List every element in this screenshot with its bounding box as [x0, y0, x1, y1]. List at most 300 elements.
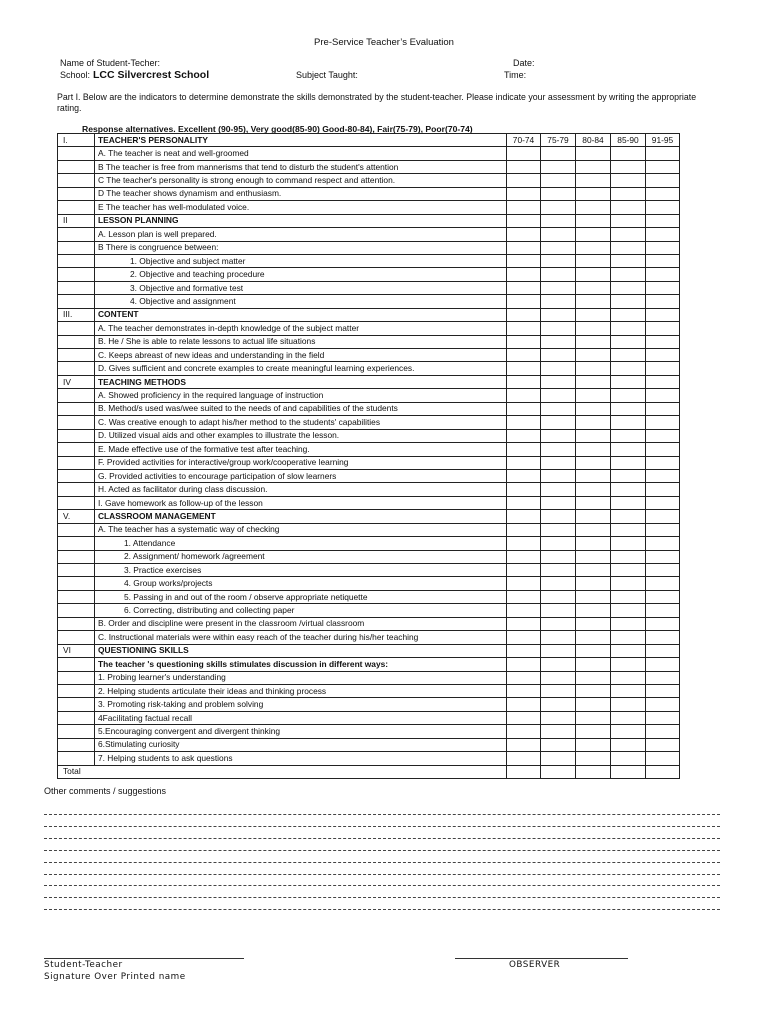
rating-cell[interactable]	[507, 617, 541, 630]
rating-cell[interactable]	[646, 523, 680, 536]
rating-cell[interactable]	[507, 429, 541, 442]
rating-cell[interactable]	[507, 174, 541, 187]
rating-cell[interactable]	[646, 684, 680, 697]
rating-cell[interactable]	[611, 658, 646, 671]
rating-cell[interactable]	[611, 604, 646, 617]
rating-cell[interactable]	[611, 214, 646, 227]
rating-cell[interactable]	[541, 711, 576, 724]
rating-cell[interactable]	[611, 308, 646, 321]
row-number	[58, 604, 95, 617]
comment-line[interactable]	[44, 838, 720, 839]
total-cell[interactable]	[611, 765, 646, 778]
rating-cell[interactable]	[611, 335, 646, 348]
rating-cell[interactable]	[611, 711, 646, 724]
rating-cell[interactable]	[646, 443, 680, 456]
student-teacher-label: Student-Teacher	[44, 960, 123, 970]
rating-cell[interactable]	[611, 456, 646, 469]
rating-cell[interactable]	[507, 375, 541, 388]
rating-cell[interactable]	[611, 295, 646, 308]
rating-cell[interactable]	[507, 523, 541, 536]
rating-cell[interactable]	[611, 469, 646, 482]
comment-line[interactable]	[44, 850, 720, 851]
row-number	[58, 281, 95, 294]
rating-cell[interactable]	[646, 201, 680, 214]
form-title: Pre-Service Teacher’s Evaluation	[314, 37, 454, 48]
rating-cell[interactable]	[541, 402, 576, 415]
indicator-row	[58, 631, 680, 644]
rating-cell[interactable]	[541, 469, 576, 482]
rating-cell[interactable]	[646, 241, 680, 254]
rating-cell[interactable]	[507, 295, 541, 308]
rating-cell[interactable]	[507, 241, 541, 254]
section-row	[58, 308, 680, 321]
rating-cell[interactable]	[646, 254, 680, 267]
rating-cell[interactable]	[646, 228, 680, 241]
rating-cell[interactable]	[576, 671, 611, 684]
rating-cell[interactable]	[646, 214, 680, 227]
rating-cell[interactable]	[611, 349, 646, 362]
rating-cell[interactable]	[611, 671, 646, 684]
indicator-row	[58, 537, 680, 550]
subject-taught-label: Subject Taught:	[296, 70, 358, 80]
indicator-text: I. Gave homework as follow-up of the lesson	[95, 496, 507, 509]
rating-cell[interactable]	[646, 483, 680, 496]
rating-cell[interactable]	[646, 496, 680, 509]
comments-label: Other comments / suggestions	[44, 786, 167, 796]
rating-cell[interactable]	[507, 537, 541, 550]
rating-cell[interactable]	[507, 577, 541, 590]
rating-cell[interactable]	[611, 725, 646, 738]
rating-cell[interactable]	[541, 564, 576, 577]
rating-cell[interactable]	[576, 725, 611, 738]
rating-cell[interactable]	[611, 684, 646, 697]
indicator-text: D. Utilized visual aids and other examples to illustrate the lesson.	[95, 429, 507, 442]
rating-cell[interactable]	[646, 281, 680, 294]
rating-cell[interactable]	[576, 335, 611, 348]
row-number	[58, 160, 95, 173]
observer-label: OBSERVER	[509, 960, 561, 970]
row-number	[58, 429, 95, 442]
indicator-text: C The teacher's personality is strong enough to command respect and attention.	[95, 174, 507, 187]
rating-cell[interactable]	[611, 187, 646, 200]
rating-cell[interactable]	[576, 711, 611, 724]
rating-cell[interactable]	[646, 644, 680, 657]
row-number: II	[58, 214, 95, 227]
rating-cell[interactable]	[541, 147, 576, 160]
rating-cell[interactable]	[611, 416, 646, 429]
rating-cell[interactable]	[576, 241, 611, 254]
rating-cell[interactable]	[611, 362, 646, 375]
rating-cell[interactable]	[646, 389, 680, 402]
rating-cell[interactable]	[507, 254, 541, 267]
rating-cell[interactable]	[507, 550, 541, 563]
rating-cell[interactable]	[541, 268, 576, 281]
rating-cell[interactable]	[576, 402, 611, 415]
indicator-text: B. Method/s used was/wee suited to the needs of and capabilities of the students	[95, 402, 507, 415]
rating-cell[interactable]	[646, 631, 680, 644]
rating-cell[interactable]	[646, 268, 680, 281]
rating-cell[interactable]	[541, 443, 576, 456]
rating-cell[interactable]	[576, 456, 611, 469]
rating-cell[interactable]	[646, 349, 680, 362]
indicator-row	[58, 322, 680, 335]
indicator-row	[58, 268, 680, 281]
rating-cell[interactable]	[646, 590, 680, 603]
rating-cell[interactable]	[541, 644, 576, 657]
rating-cell[interactable]	[576, 187, 611, 200]
indicator-row	[58, 617, 680, 630]
rating-cell[interactable]	[541, 254, 576, 267]
comment-line[interactable]	[44, 826, 720, 827]
rating-cell[interactable]	[541, 577, 576, 590]
rating-cell[interactable]	[507, 268, 541, 281]
rating-cell[interactable]	[646, 577, 680, 590]
rating-cell[interactable]	[611, 322, 646, 335]
rating-cell[interactable]	[646, 456, 680, 469]
rating-cell[interactable]	[576, 604, 611, 617]
rating-cell[interactable]	[576, 147, 611, 160]
rating-cell[interactable]	[541, 201, 576, 214]
rating-cell[interactable]	[576, 362, 611, 375]
rating-cell[interactable]	[541, 335, 576, 348]
rating-cell[interactable]	[611, 564, 646, 577]
rating-cell[interactable]	[576, 564, 611, 577]
rating-cell[interactable]	[541, 617, 576, 630]
rating-cell[interactable]	[576, 281, 611, 294]
rating-cell[interactable]	[576, 160, 611, 173]
rating-cell[interactable]	[611, 644, 646, 657]
rating-cell[interactable]	[507, 228, 541, 241]
comment-line[interactable]	[44, 885, 720, 886]
rating-cell[interactable]	[611, 375, 646, 388]
rating-cell[interactable]	[611, 510, 646, 523]
rating-cell[interactable]	[507, 456, 541, 469]
rating-cell[interactable]	[507, 564, 541, 577]
rating-cell[interactable]	[576, 617, 611, 630]
rating-cell[interactable]	[507, 416, 541, 429]
rating-cell[interactable]	[541, 389, 576, 402]
rating-cell[interactable]	[576, 644, 611, 657]
rating-cell[interactable]	[541, 658, 576, 671]
rating-cell[interactable]	[541, 241, 576, 254]
rating-cell[interactable]	[611, 389, 646, 402]
rating-cell[interactable]	[611, 483, 646, 496]
section-row	[58, 644, 680, 657]
rating-cell[interactable]	[646, 752, 680, 765]
row-number	[58, 550, 95, 563]
part1-instructions: Part I. Below are the indicators to determine demonstrate the skills demonstrated by the student-teacher. Please indicate your assessment by writing the appropriate rating.	[57, 92, 697, 113]
rating-cell[interactable]	[541, 322, 576, 335]
rating-cell[interactable]	[611, 496, 646, 509]
row-number: V.	[58, 510, 95, 523]
rating-cell[interactable]	[576, 698, 611, 711]
rating-header-91-95: 91-95	[646, 134, 680, 147]
response-alternatives: Response alternatives. Excellent (90-95), Very good(85-90) Good-80-84), Fair(75-79), Poor(70-74)	[82, 124, 473, 134]
indicator-text: 4Facilitating factual recall	[95, 711, 507, 724]
rating-cell[interactable]	[507, 738, 541, 751]
rating-cell[interactable]	[646, 187, 680, 200]
rating-cell[interactable]	[576, 523, 611, 536]
indicator-row	[58, 658, 680, 671]
rating-cell[interactable]	[646, 658, 680, 671]
rating-cell[interactable]	[541, 725, 576, 738]
rating-cell[interactable]	[576, 416, 611, 429]
rating-cell[interactable]	[611, 147, 646, 160]
rating-cell[interactable]	[646, 375, 680, 388]
rating-cell[interactable]	[576, 483, 611, 496]
rating-cell[interactable]	[576, 254, 611, 267]
rating-cell[interactable]	[541, 684, 576, 697]
indicator-row	[58, 711, 680, 724]
rating-cell[interactable]	[507, 671, 541, 684]
rating-cell[interactable]	[646, 510, 680, 523]
rating-cell[interactable]	[541, 671, 576, 684]
rating-cell[interactable]	[611, 268, 646, 281]
indicator-row	[58, 241, 680, 254]
rating-cell[interactable]	[507, 389, 541, 402]
row-number	[58, 187, 95, 200]
rating-cell[interactable]	[576, 469, 611, 482]
rating-header-75-79: 75-79	[541, 134, 576, 147]
rating-cell[interactable]	[646, 174, 680, 187]
rating-cell[interactable]	[611, 254, 646, 267]
rating-cell[interactable]	[646, 308, 680, 321]
rating-cell[interactable]	[507, 160, 541, 173]
rating-cell[interactable]	[507, 214, 541, 227]
indicator-row	[58, 281, 680, 294]
rating-cell[interactable]	[611, 160, 646, 173]
rating-cell[interactable]	[611, 429, 646, 442]
rating-cell[interactable]	[541, 429, 576, 442]
rating-cell[interactable]	[611, 201, 646, 214]
rating-cell[interactable]	[576, 228, 611, 241]
rating-cell[interactable]	[541, 550, 576, 563]
rating-cell[interactable]	[576, 537, 611, 550]
rating-cell[interactable]	[541, 523, 576, 536]
rating-cell[interactable]	[576, 308, 611, 321]
rating-cell[interactable]	[541, 281, 576, 294]
rating-cell[interactable]	[646, 617, 680, 630]
rating-cell[interactable]	[507, 187, 541, 200]
total-cell[interactable]	[541, 765, 576, 778]
indicator-text: A. Lesson plan is well prepared.	[95, 228, 507, 241]
rating-cell[interactable]	[611, 174, 646, 187]
total-cell[interactable]	[576, 765, 611, 778]
rating-cell[interactable]	[576, 322, 611, 335]
rating-cell[interactable]	[507, 510, 541, 523]
rating-cell[interactable]	[646, 738, 680, 751]
comment-line[interactable]	[44, 814, 720, 815]
rating-cell[interactable]	[507, 308, 541, 321]
rating-cell[interactable]	[576, 658, 611, 671]
rating-cell[interactable]	[507, 402, 541, 415]
rating-cell[interactable]	[611, 443, 646, 456]
indicator-row	[58, 187, 680, 200]
rating-cell[interactable]	[576, 375, 611, 388]
row-number: I.	[58, 134, 95, 147]
indicator-text: A. Showed proficiency in the required language of instruction	[95, 389, 507, 402]
rating-cell[interactable]	[541, 604, 576, 617]
indicator-row	[58, 362, 680, 375]
row-number	[58, 174, 95, 187]
indicator-row	[58, 496, 680, 509]
rating-cell[interactable]	[646, 402, 680, 415]
rating-cell[interactable]	[541, 537, 576, 550]
rating-cell[interactable]	[611, 402, 646, 415]
rating-cell[interactable]	[507, 496, 541, 509]
row-number	[58, 335, 95, 348]
rating-cell[interactable]	[541, 308, 576, 321]
rating-cell[interactable]	[507, 644, 541, 657]
rating-cell[interactable]	[507, 349, 541, 362]
rating-cell[interactable]	[507, 443, 541, 456]
rating-cell[interactable]	[576, 684, 611, 697]
rating-cell[interactable]	[611, 228, 646, 241]
comment-line[interactable]	[44, 874, 720, 875]
rating-header-85-90: 85-90	[611, 134, 646, 147]
rating-cell[interactable]	[541, 590, 576, 603]
rating-cell[interactable]	[576, 738, 611, 751]
rating-cell[interactable]	[507, 698, 541, 711]
rating-cell[interactable]	[611, 738, 646, 751]
indicator-text: B. Order and discipline were present in the classroom /virtual classroom	[95, 617, 507, 630]
rating-cell[interactable]	[541, 496, 576, 509]
rating-cell[interactable]	[507, 684, 541, 697]
rating-cell[interactable]	[541, 416, 576, 429]
rating-cell[interactable]	[646, 469, 680, 482]
rating-cell[interactable]	[507, 201, 541, 214]
rating-cell[interactable]	[646, 429, 680, 442]
rating-cell[interactable]	[611, 537, 646, 550]
comment-line[interactable]	[44, 909, 720, 910]
rating-cell[interactable]	[507, 604, 541, 617]
rating-cell[interactable]	[576, 752, 611, 765]
row-number	[58, 362, 95, 375]
rating-cell[interactable]	[541, 349, 576, 362]
rating-cell[interactable]	[507, 658, 541, 671]
rating-cell[interactable]	[646, 671, 680, 684]
rating-cell[interactable]	[576, 590, 611, 603]
rating-cell[interactable]	[541, 214, 576, 227]
rating-cell[interactable]	[611, 590, 646, 603]
rating-cell[interactable]	[541, 752, 576, 765]
indicator-text: 2. Objective and teaching procedure	[95, 268, 507, 281]
section-heading: QUESTIONING SKILLS	[95, 644, 507, 657]
rating-cell[interactable]	[646, 564, 680, 577]
indicator-text: 2. Assignment/ homework /agreement	[95, 550, 507, 563]
rating-cell[interactable]	[541, 510, 576, 523]
rating-cell[interactable]	[507, 281, 541, 294]
rating-cell[interactable]	[611, 577, 646, 590]
rating-cell[interactable]	[541, 483, 576, 496]
row-number	[58, 295, 95, 308]
rating-cell[interactable]	[611, 752, 646, 765]
rating-cell[interactable]	[541, 160, 576, 173]
rating-cell[interactable]	[507, 590, 541, 603]
rating-cell[interactable]	[576, 268, 611, 281]
rating-cell[interactable]	[611, 550, 646, 563]
rating-cell[interactable]	[646, 362, 680, 375]
indicator-row	[58, 335, 680, 348]
rating-cell[interactable]	[646, 698, 680, 711]
rating-cell[interactable]	[576, 389, 611, 402]
rating-cell[interactable]	[541, 456, 576, 469]
rating-cell[interactable]	[576, 443, 611, 456]
rating-cell[interactable]	[576, 201, 611, 214]
rating-cell[interactable]	[541, 698, 576, 711]
rating-cell[interactable]	[646, 335, 680, 348]
rating-cell[interactable]	[507, 483, 541, 496]
rating-cell[interactable]	[611, 281, 646, 294]
rating-cell[interactable]	[541, 375, 576, 388]
rating-cell[interactable]	[576, 349, 611, 362]
row-number	[58, 537, 95, 550]
rating-cell[interactable]	[507, 469, 541, 482]
indicator-text: A. The teacher is neat and well-groomed	[95, 147, 507, 160]
rating-cell[interactable]	[646, 604, 680, 617]
rating-cell[interactable]	[646, 711, 680, 724]
rating-cell[interactable]	[576, 429, 611, 442]
rating-cell[interactable]	[541, 362, 576, 375]
rating-cell[interactable]	[646, 416, 680, 429]
rating-cell[interactable]	[576, 214, 611, 227]
rating-cell[interactable]	[541, 174, 576, 187]
rating-cell[interactable]	[646, 295, 680, 308]
rating-cell[interactable]	[611, 617, 646, 630]
rating-cell[interactable]	[541, 295, 576, 308]
total-cell[interactable]	[646, 765, 680, 778]
rating-cell[interactable]	[646, 725, 680, 738]
rating-cell[interactable]	[646, 160, 680, 173]
rating-cell[interactable]	[507, 711, 541, 724]
indicator-text: D. Gives sufficient and concrete examples to create meaningful learning experiences.	[95, 362, 507, 375]
rating-cell[interactable]	[576, 174, 611, 187]
rating-cell[interactable]	[541, 738, 576, 751]
indicator-row	[58, 174, 680, 187]
section-row	[58, 375, 680, 388]
rating-cell[interactable]	[646, 322, 680, 335]
rating-cell[interactable]	[576, 496, 611, 509]
rating-cell[interactable]	[576, 510, 611, 523]
rating-cell[interactable]	[576, 295, 611, 308]
rating-cell[interactable]	[541, 631, 576, 644]
rating-cell[interactable]	[646, 550, 680, 563]
comment-line[interactable]	[44, 862, 720, 863]
comment-line[interactable]	[44, 897, 720, 898]
row-number	[58, 564, 95, 577]
rating-cell[interactable]	[611, 631, 646, 644]
rating-cell[interactable]	[507, 322, 541, 335]
rating-cell[interactable]	[646, 537, 680, 550]
total-cell[interactable]	[507, 765, 541, 778]
rating-cell[interactable]	[611, 523, 646, 536]
rating-cell[interactable]	[507, 335, 541, 348]
rating-cell[interactable]	[541, 228, 576, 241]
rating-cell[interactable]	[576, 577, 611, 590]
section-row	[58, 510, 680, 523]
rating-cell[interactable]	[646, 147, 680, 160]
rating-cell[interactable]	[507, 631, 541, 644]
rating-cell[interactable]	[541, 187, 576, 200]
rating-cell[interactable]	[576, 550, 611, 563]
rating-cell[interactable]	[507, 362, 541, 375]
rating-cell[interactable]	[611, 698, 646, 711]
rating-cell[interactable]	[611, 241, 646, 254]
rating-cell[interactable]	[507, 725, 541, 738]
rating-cell[interactable]	[507, 752, 541, 765]
rating-cell[interactable]	[576, 631, 611, 644]
rating-cell[interactable]	[507, 147, 541, 160]
